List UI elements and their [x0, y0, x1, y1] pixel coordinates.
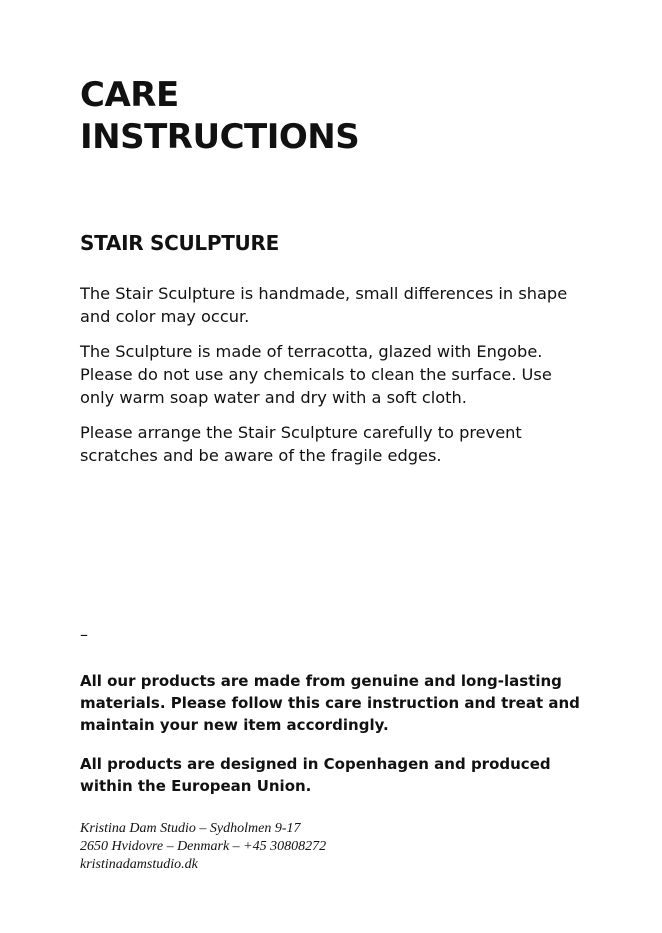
note-origin: All products are designed in Copenhagen and produced within the European Union. [80, 755, 551, 795]
product-notes [80, 670, 600, 814]
contact-city-phone: 2650 Hvidovre – Denmark – +45 30808272 [80, 839, 327, 854]
divider-dash: – [80, 625, 88, 644]
care-paragraph-cleaning: The Sculpture is made of terracotta, glazed with Engobe. Please do not use any chemicals to clean the surface. Use only warm soap water and dry with a soft cloth. [80, 342, 552, 407]
page-title-line-2: INSTRUCTIONS [80, 117, 360, 157]
care-paragraph-handling: Please arrange the Stair Sculpture carefully to prevent scratches and be aware of the fragile edges. [80, 423, 522, 465]
care-paragraph-handmade: The Stair Sculpture is handmade, small differences in shape and color may occur. [80, 284, 568, 326]
page-title-line-1: CARE [80, 75, 179, 115]
care-text [80, 282, 580, 479]
contact-block [80, 820, 326, 874]
contact-website: kristinadamstudio.dk [80, 857, 198, 872]
note-materials: All our products are made from genuine and long-lasting materials. Please follow this care instruction and treat and maintain your new item accordingly. [80, 672, 580, 734]
page-title [80, 74, 359, 158]
section-title: STAIR SCULPTURE [80, 231, 279, 255]
contact-address: Kristina Dam Studio – Sydholmen 9-17 [80, 821, 301, 836]
